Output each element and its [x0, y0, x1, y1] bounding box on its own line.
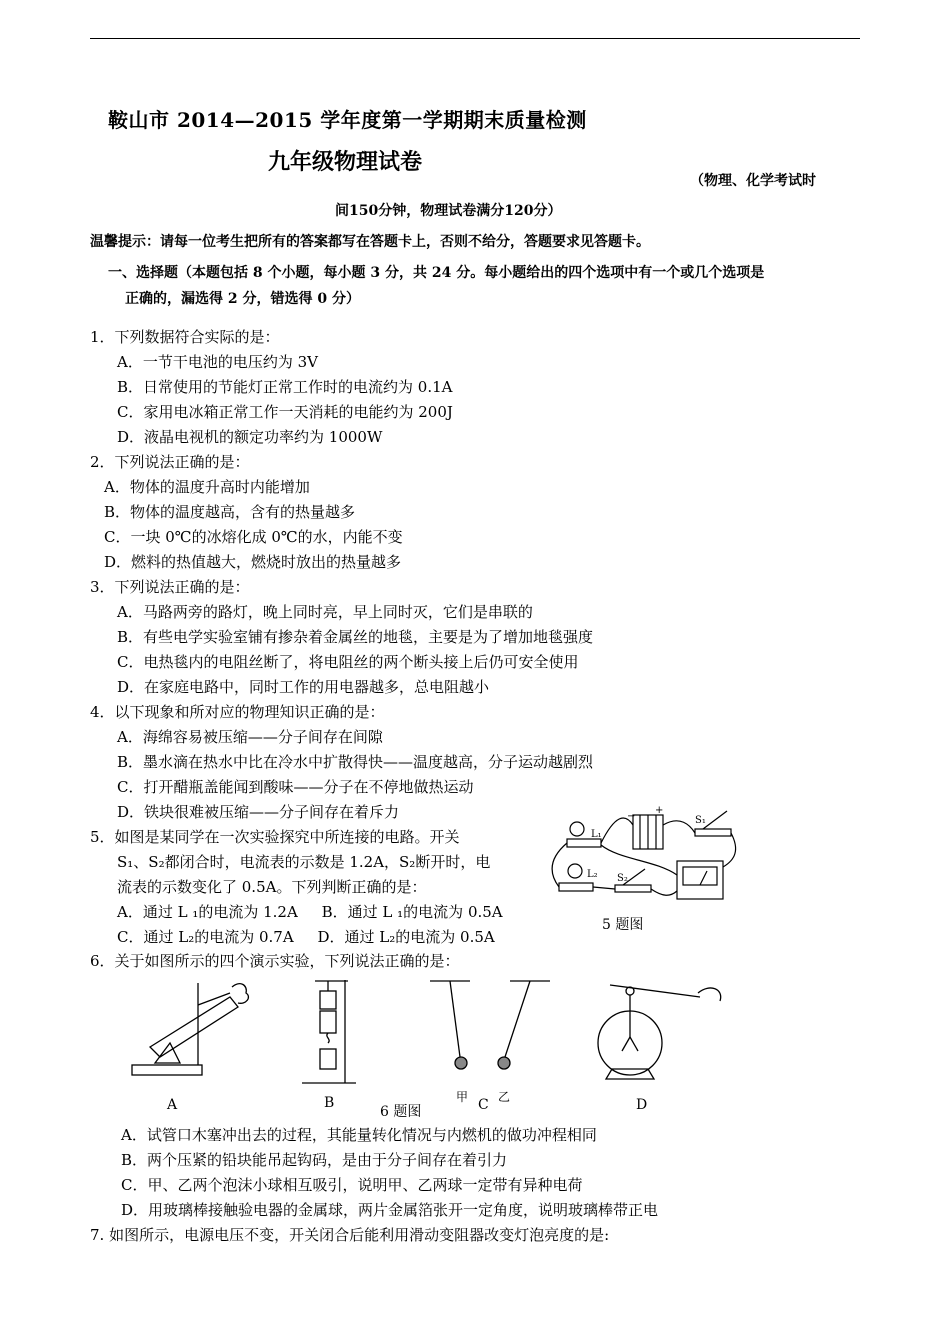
q6-stem: 6．关于如图所示的四个演示实验，下列说法正确的是：	[90, 952, 460, 970]
q6-figures	[120, 975, 740, 1095]
q5-circuit-figure	[545, 805, 740, 915]
q4-stem: 4．以下现象和所对应的物理知识正确的是：	[90, 703, 385, 721]
q6-label-a-text: A	[167, 1097, 178, 1113]
q6-label-jia: 甲	[456, 1090, 469, 1104]
q6-label-yi: 乙	[498, 1090, 511, 1104]
exam-subtitle: 九年级物理试卷	[268, 149, 423, 175]
q6-figure-caption: 6 题图	[380, 1104, 422, 1120]
q4-option-d: D．铁块很难被压缩——分子间存在着斥力	[117, 803, 400, 821]
q3-option-a: A．马路两旁的路灯，晚上同时亮，早上同时灭，它们是串联的	[117, 603, 533, 621]
q5-options-ab: A．通过 L ₁的电流为 1.2A B．通过 L ₁的电流为 0.5A	[117, 903, 503, 921]
time-note-2: 间150分钟，物理试卷满分120分）	[335, 203, 562, 219]
q7-stem: 7. 如图所示，电源电压不变，开关闭合后能利用滑动变阻器改变灯泡亮度的是:	[90, 1226, 610, 1244]
q2-option-b: B．物体的温度越高，含有的热量越多	[104, 503, 356, 521]
q5-figure-caption: 5 题图	[602, 917, 644, 933]
q1-option-c: C．家用电冰箱正常工作一天消耗的电能约为 200J	[117, 403, 453, 421]
warm-tip: 温馨提示：请每一位考生把所有的答案都写在答题卡上，否则不给分，答题要求见答题卡。	[90, 234, 650, 250]
q5-stem-line2: S₁、S₂都闭合时，电流表的示数是 1.2A，S₂断开时，电	[117, 853, 491, 871]
q6-label-c: C	[478, 1097, 489, 1113]
time-note-1: （物理、化学考试时	[690, 173, 816, 189]
q2-stem: 2．下列说法正确的是：	[90, 453, 250, 471]
top-rule	[90, 38, 860, 39]
q4-option-a: A．海绵容易被压缩——分子间存在间隙	[117, 728, 383, 746]
q5-label-plus: +	[655, 805, 664, 816]
q6-option-d: D．用玻璃棒接触验电器的金属球，两片金属箔张开一定角度，说明玻璃棒带正电	[121, 1201, 659, 1219]
q3-stem: 3．下列说法正确的是：	[90, 578, 250, 596]
q4-option-c: C．打开醋瓶盖能闻到酸味——分子在不停地做热运动	[117, 778, 474, 796]
q3-option-d: D．在家庭电路中，同时工作的用电器越多，总电阻越小	[117, 678, 490, 696]
q5-stem-line3: 流表的示数变化了 0.5A。下列判断正确的是：	[117, 878, 427, 896]
q5-label-s2: S₂	[617, 873, 628, 884]
q1-option-b: B．日常使用的节能灯正常工作时的电流约为 0.1A	[117, 378, 453, 396]
section-heading-line2: 正确的，漏选得 2 分，错选得 0 分）	[125, 291, 360, 307]
section-heading-line1: 一、选择题（本题包括 8 个小题，每小题 3 分，共 24 分。每小题给出的四个选项中有一个或几个选项是	[108, 265, 765, 281]
q1-stem: 1．下列数据符合实际的是：	[90, 328, 280, 346]
q5-stem-line1: 5．如图是某同学在一次实验探究中所连接的电路。开关	[90, 828, 460, 846]
q6-option-b: B．两个压紧的铅块能吊起钩码，是由于分子间存在着引力	[121, 1151, 508, 1169]
q1-option-a: A．一节干电池的电压约为 3V	[117, 353, 318, 371]
q6-label-b: B	[324, 1095, 335, 1111]
q4-option-b: B．墨水滴在热水中比在冷水中扩散得快——温度越高，分子运动越剧烈	[117, 753, 594, 771]
q6-label-d: D	[636, 1097, 648, 1113]
q5-label-l1: L₁	[591, 829, 602, 840]
q5-label-minus: −	[627, 811, 636, 822]
q3-option-b: B．有些电学实验室铺有掺杂着金属丝的地毯，主要是为了增加地毯强度	[117, 628, 594, 646]
q5-label-s1: S₁	[695, 815, 706, 826]
q1-option-d: D．液晶电视机的额定功率约为 1000W	[117, 428, 383, 446]
q6-option-c: C．甲、乙两个泡沫小球相互吸引，说明甲、乙两球一定带有异种电荷	[121, 1176, 583, 1194]
q5-options-cd: C．通过 L₂的电流为 0.7A D．通过 L₂的电流为 0.5A	[117, 928, 495, 946]
q2-option-c: C．一块 0℃的冰熔化成 0℃的水，内能不变	[104, 528, 403, 546]
exam-title: 鞍山市 2014—2015 学年度第一学期期末质量检测	[108, 108, 587, 132]
q5-label-l2: L₂	[587, 869, 598, 880]
q3-option-c: C．电热毯内的电阻丝断了，将电阻丝的两个断头接上后仍可安全使用	[117, 653, 579, 671]
q2-option-a: A．物体的温度升高时内能增加	[104, 478, 310, 496]
q6-option-a: A．试管口木塞冲出去的过程，其能量转化情况与内燃机的做功冲程相同	[121, 1126, 597, 1144]
q2-option-d: D．燃料的热值越大，燃烧时放出的热量越多	[104, 553, 402, 571]
